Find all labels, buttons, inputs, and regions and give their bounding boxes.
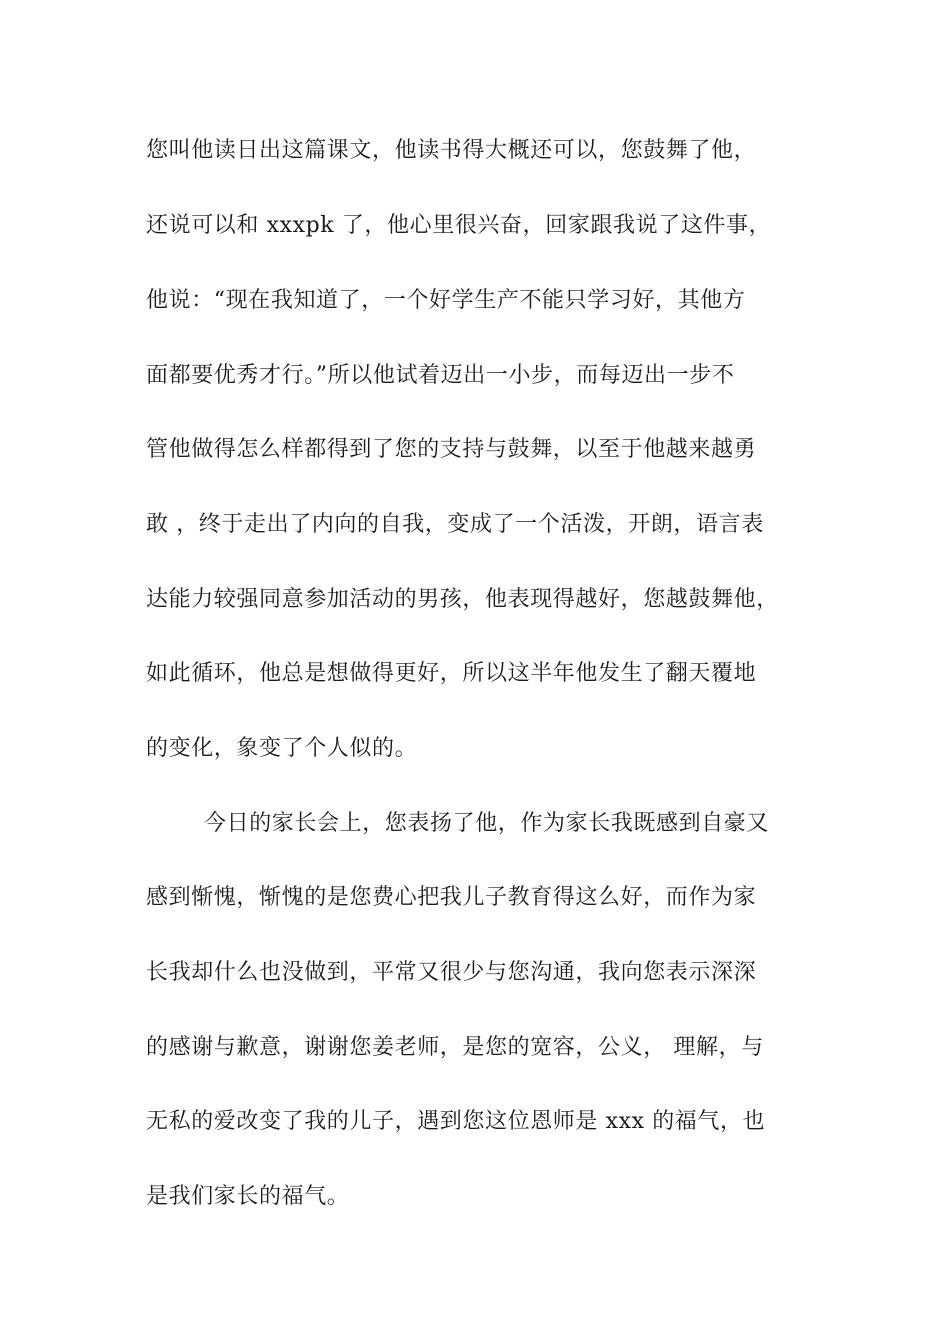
paragraph-1-line-2: 还说可以和 xxxpk 了，他心里很兴奋，回家跟我说了这件事， <box>146 213 772 238</box>
paragraph-2-line-1: 今日的家长会上，您表扬了他，作为家长我既感到自豪又 <box>204 811 770 836</box>
paragraph-1-line-7: 达能力较强同意参加活动的男孩，他表现得越好，您越鼓舞他， <box>146 587 779 612</box>
paragraph-2-line-4: 的感谢与歉意，谢谢您姜老师，是您的宽容，公义， 理解，与 <box>146 1035 764 1060</box>
paragraph-2-line-3: 长我却什么也没做到，平常又很少与您沟通，我向您表示深深 <box>146 960 757 985</box>
paragraph-1-line-4: 面都要优秀才行。”所以他试着迈出一小步，而每迈出一步不 <box>146 363 735 388</box>
paragraph-2-line-5: 无私的爱改变了我的儿子，遇到您这位恩师是 xxx 的福气，也 <box>146 1109 766 1134</box>
paragraph-1-line-3: 他说：“现在我知道了，一个好学生产不能只学习好，其他方 <box>146 288 746 313</box>
paragraph-1-line-1: 您叫他读日出这篇课文，他读书得大概还可以，您鼓舞了他， <box>146 138 757 163</box>
paragraph-1-line-5: 管他做得怎么样都得到了您的支持与鼓舞，以至于他越来越勇 <box>146 437 757 462</box>
paragraph-1-line-8: 如此循环，他总是想做得更好，所以这半年他发生了翻天覆地 <box>146 661 757 686</box>
paragraph-1-line-9: 的变化，象变了个人似的。 <box>146 736 418 761</box>
paragraph-2-line-6: 是我们家长的福气。 <box>146 1184 350 1209</box>
paragraph-2-line-2: 感到惭愧，惭愧的是您费心把我儿子教育得这么好，而作为家 <box>146 885 757 910</box>
paragraph-1-line-6: 敢 ，终于走出了内向的自我，变成了一个活泼，开朗，语言表 <box>146 512 764 537</box>
